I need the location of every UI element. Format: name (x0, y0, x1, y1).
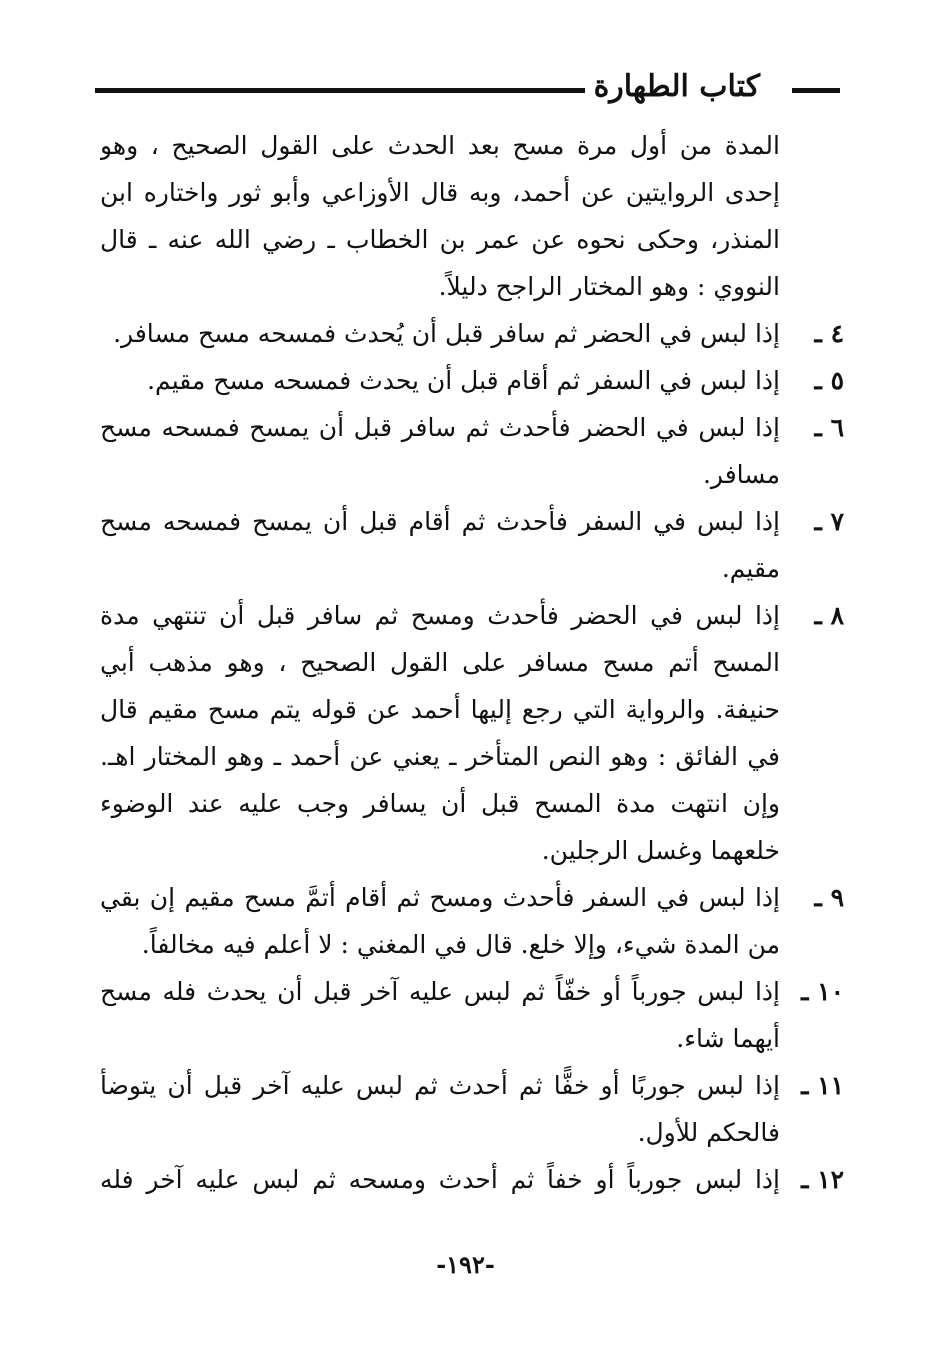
chapter-title: كتاب الطهارة (593, 69, 760, 104)
text-line: فالحكم للأول. (637, 1118, 780, 1147)
text-line: المسح أتم مسح مسافر على القول الصحيح ، وهو مذهب أبي (100, 648, 780, 677)
text-line: وإن انتهت مدة المسح قبل أن يسافر وجب عليه عند الوضوء (100, 789, 780, 818)
list-item-4 (100, 310, 844, 357)
text-line: إذا لبس في السفر ثم أقام قبل أن يحدث فمسحه مسح مقيم. (147, 366, 780, 395)
item-number: ١١ ـ (801, 1071, 844, 1100)
list-item-8 (100, 592, 844, 874)
page-number: -١٩٢- (436, 1250, 495, 1279)
list-item-11 (100, 1062, 844, 1156)
text-line: خلعهما وغسل الرجلين. (541, 836, 780, 865)
text-line: مقيم. (721, 554, 780, 583)
list-item-7 (100, 498, 844, 592)
item-number: ١٢ ـ (801, 1165, 844, 1194)
text-line: إذا لبس جورباً أو خفّاً ثم لبس عليه آخر قبل أن يحدث فله مسح (100, 977, 780, 1006)
text-line: إذا لبس جورباً أو خفاً ثم أحدث ومسحه ثم لبس عليه آخر فله (100, 1165, 780, 1194)
text-line: المنذر، وحكى نحوه عن عمر بن الخطاب ـ رضي الله عنه ـ قال (100, 225, 780, 254)
item-number: ٤ ـ (814, 319, 844, 348)
item-number: ١٠ ـ (801, 977, 844, 1006)
list-item-12 (100, 1156, 844, 1203)
intro-paragraph (100, 122, 780, 310)
page-header (95, 60, 840, 120)
item-number: ٦ ـ (814, 413, 844, 442)
text-line: إذا لبس جوربًا أو خفًّا ثم أحدث ثم لبس عليه آخر قبل أن يتوضأ (100, 1071, 780, 1100)
text-line: إذا لبس في السفر فأحدث ثم أقام قبل أن يمسح فمسحه مسح (100, 507, 780, 536)
list-item-10 (100, 968, 844, 1062)
text-line: إذا لبس في الحضر فأحدث ومسح ثم سافر قبل أن تنتهي مدة (100, 601, 780, 630)
text-line: إذا لبس في الحضر ثم سافر قبل أن يُحدث فمسحه مسح مسافر. (113, 319, 780, 348)
body-text (100, 122, 844, 1203)
header-rule-left (95, 88, 585, 93)
item-number: ٩ ـ (814, 883, 844, 912)
header-rule-right (792, 88, 840, 93)
text-line: إذا لبس في السفر فأحدث ومسح ثم أقام أتمَّ مسح مقيم إن بقي (100, 883, 780, 912)
text-line: النووي : وهو المختار الراجح دليلاً. (438, 272, 780, 301)
text-line: المدة من أول مرة مسح بعد الحدث على القول الصحيح ، وهو (100, 131, 780, 160)
text-line: من المدة شيء، وإلا خلع. قال في المغني : لا أعلم فيه مخالفاً. (141, 930, 780, 959)
list-item-9 (100, 874, 844, 968)
item-number: ٥ ـ (814, 366, 844, 395)
text-line: أيهما شاء. (676, 1024, 780, 1053)
text-line: حنيفة. والرواية التي رجع إليها أحمد عن قوله يتم مسح مقيم قال (100, 695, 780, 724)
text-line: إذا لبس في الحضر فأحدث ثم سافر قبل أن يمسح فمسحه مسح (100, 413, 780, 442)
text-line: في الفائق : وهو النص المتأخر ـ يعني عن أحمد ـ وهو المختار اهـ. (100, 742, 780, 771)
text-line: مسافر. (702, 460, 780, 489)
item-number: ٨ ـ (814, 601, 844, 630)
list-item-6 (100, 404, 844, 498)
item-number: ٧ ـ (814, 507, 844, 536)
text-line: إحدى الروايتين عن أحمد، وبه قال الأوزاعي وأبو ثور واختاره ابن (100, 178, 780, 207)
list-item-5 (100, 357, 844, 404)
